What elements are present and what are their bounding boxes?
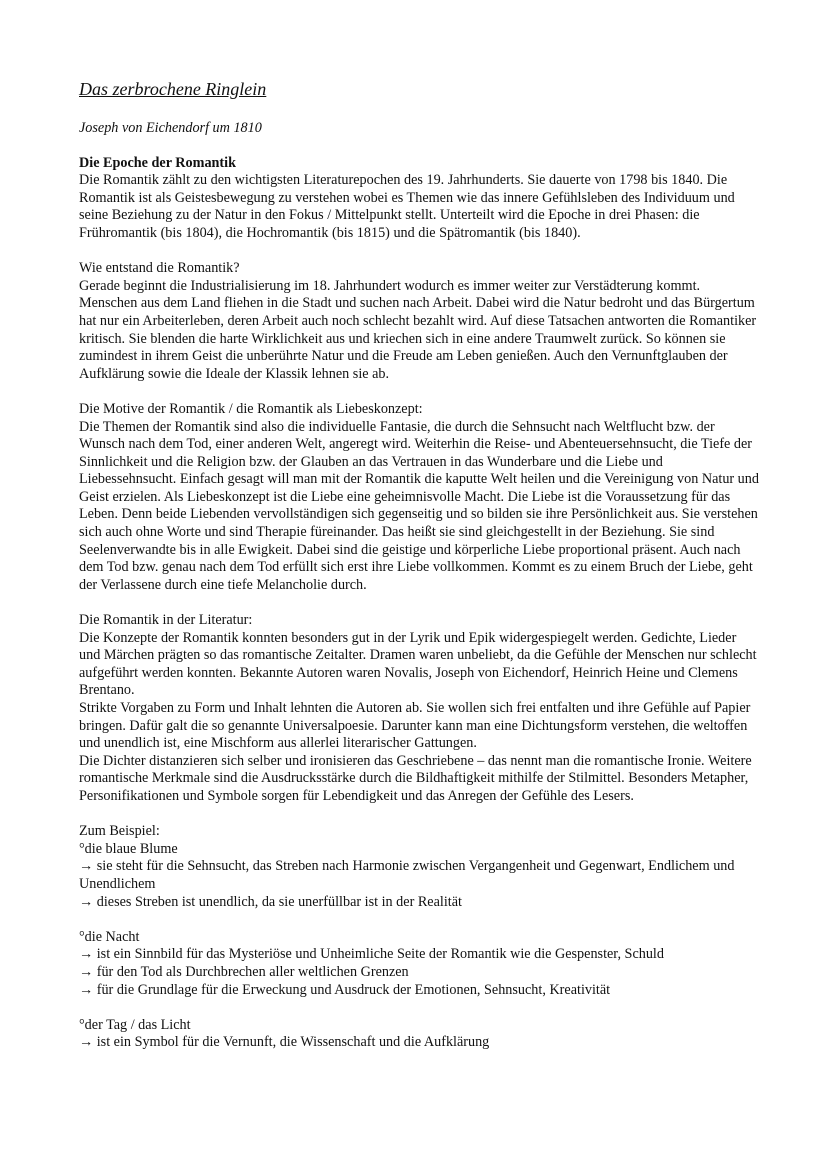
example-item xyxy=(79,841,759,911)
example-line: → dieses Streben ist unendlich, da sie unerfüllbar ist in der Realität xyxy=(79,893,462,910)
example-line: → ist ein Sinnbild für das Mysteriöse und Unheimliche Seite der Romantik wie die Gespenster, Schuld xyxy=(79,946,664,963)
document-title: Das zerbrochene Ringlein xyxy=(79,79,267,99)
section-heading-epoche: Die Epoche der Romantik xyxy=(79,154,236,171)
section-paragraph: Die Konzepte der Romantik konnten besonders gut in der Lyrik und Epik widergespiegelt werden. Gedichte, Lieder und Märchen prägten so das romantische Zeitalter. Dramen waren unbeliebt, da die Gefühle der Menschen nur schlecht aufgeführt werden konnten. Bekannte Autoren waren Novalis, Joseph von Eichendorf, Heinrich Heine und Clemens Brentano. xyxy=(79,629,757,699)
section-motive xyxy=(79,401,759,595)
example-line: → für den Tod als Durchbrechen aller weltlichen Grenzen xyxy=(79,963,409,980)
example-item xyxy=(79,929,759,999)
section-heading-beispiele: Zum Beispiel: xyxy=(79,823,160,840)
example-line: → sie steht für die Sehnsucht, das Streben nach Harmonie zwischen Vergangenheit und Gegenwart, Endlichem und Unendlichem xyxy=(79,858,735,892)
section-paragraph: Die Dichter distanzieren sich selber und ironisieren das Geschriebene – das nennt man die romantische Ironie. Weitere romantische Merkmale sind die Ausdrucksstärke durch die Bildhaftigkeit mithilfe der Stilmittel. Besonders Metapher, Personifikationen und Symbole sorgen für Lebendigkeit und das Anregen der Gefühle des Lesers. xyxy=(79,752,752,804)
document-page xyxy=(79,78,759,1069)
section-text-motive: Die Themen der Romantik sind also die individuelle Fantasie, die durch die Sehnsucht nach Weltflucht bzw. der Wunsch nach dem Tod, einer anderen Welt, angeregt wird. Weiterhin die Reise- und Abenteuersehnsucht, die Tiefe der Sinnlichkeit und die Religion bzw. der Glauben an das Vertrauen in das Wunderbare und die Liebe und Liebessehnsucht. Einfach gesagt will man mit der Romantik die kaputte Welt heilen und die Vereinigung von Natur und Geist erzielen. Als Liebeskonzept ist die Liebe eine geheimnisvolle Macht. Die Liebe ist die Voraussetzung für das Leben. Denn beide Liebenden vervollständigen sich gegenseitig und so bilden sie ihre Persönlichkeit aus. Sie verstehen sich auch ohne Worte und sind Therapie füreinander. Das heißt sie sind gleichgestellt in der Beziehung. Sie sind Seelenverwandte bis in alle Ewigkeit. Dabei sind die geistige und körperliche Liebe proportional präsent. Auch nach dem Tod bzw. genau nach dem Tod erfüllt sich erst ihre Liebe vollkommen. Kommt es zu einem Bruch der Liebe, geht der Verlassene durch eine tiefe Melancholie durch. xyxy=(79,418,759,593)
section-heading-entstehung: Wie entstand die Romantik? xyxy=(79,260,240,277)
section-epoche xyxy=(79,155,759,243)
section-heading-motive: Die Motive der Romantik / die Romantik als Liebeskonzept: xyxy=(79,400,423,417)
section-literatur xyxy=(79,612,759,806)
section-text-entstehung: Gerade beginnt die Industrialisierung im 18. Jahrhundert wodurch es immer weiter zur Verstädterung kommt. Menschen aus dem Land fliehen in die Stadt und suchen nach Arbeit. Dabei wird die Natur bedroht und das Bürgertum hat nur ein Arbeiterleben, deren Arbeit auch noch schlecht bezahlt wird. Auf diese Tatsachen antworten die Romantiker kritisch. Sie blenden die harte Wirklichkeit aus und kriechen sich in eine andere Traumwelt zurück. So können sie zumindest in ihrem Geist die unberührte Natur und die Freude am Leben genießen. Auch den Vernunftglauben der Aufklärung sowie die Ideale der Klassik lehnen sie ab. xyxy=(79,277,757,382)
example-line: → ist ein Symbol für die Vernunft, die Wissenschaft und die Aufklärung xyxy=(79,1034,490,1051)
example-symbol: °der Tag / das Licht xyxy=(79,1016,191,1033)
section-entstehung xyxy=(79,260,759,383)
section-text-epoche: Die Romantik zählt zu den wichtigsten Literaturepochen des 19. Jahrhunderts. Sie dauerte von 1798 bis 1840. Die Romantik ist als Geistesbewegung zu verstehen wobei es Themen wie das innere Gefühlsleben des Individuum und seine Beziehung zu der Natur in den Fokus / Mittelpunkt stellt. Unterteilt wird die Epoche in drei Phasen: die Frühromantik (bis 1804), die Hochromantik (bis 1815) und die Spätromantik (bis 1840). xyxy=(79,172,735,241)
section-heading-literatur: Die Romantik in der Literatur: xyxy=(79,612,253,629)
example-symbol: °die blaue Blume xyxy=(79,840,178,857)
document-author: Joseph von Eichendorf um 1810 xyxy=(79,120,262,136)
example-symbol: °die Nacht xyxy=(79,928,140,945)
example-line: → für die Grundlage für die Erweckung und Ausdruck der Emotionen, Sehnsucht, Kreativität xyxy=(79,981,611,998)
section-beispiele xyxy=(79,823,759,1052)
example-item xyxy=(79,1017,759,1052)
section-paragraph: Strikte Vorgaben zu Form und Inhalt lehnten die Autoren ab. Sie wollen sich frei entfalten und ihre Gefühle auf Papier bringen. Dafür galt die so genannte Universalpoesie. Darunter kann man eine Dichtungsform verstehen, die weltoffen und unendlich ist, eine Mischform aus allerlei literarischer Gattungen. xyxy=(79,700,751,752)
